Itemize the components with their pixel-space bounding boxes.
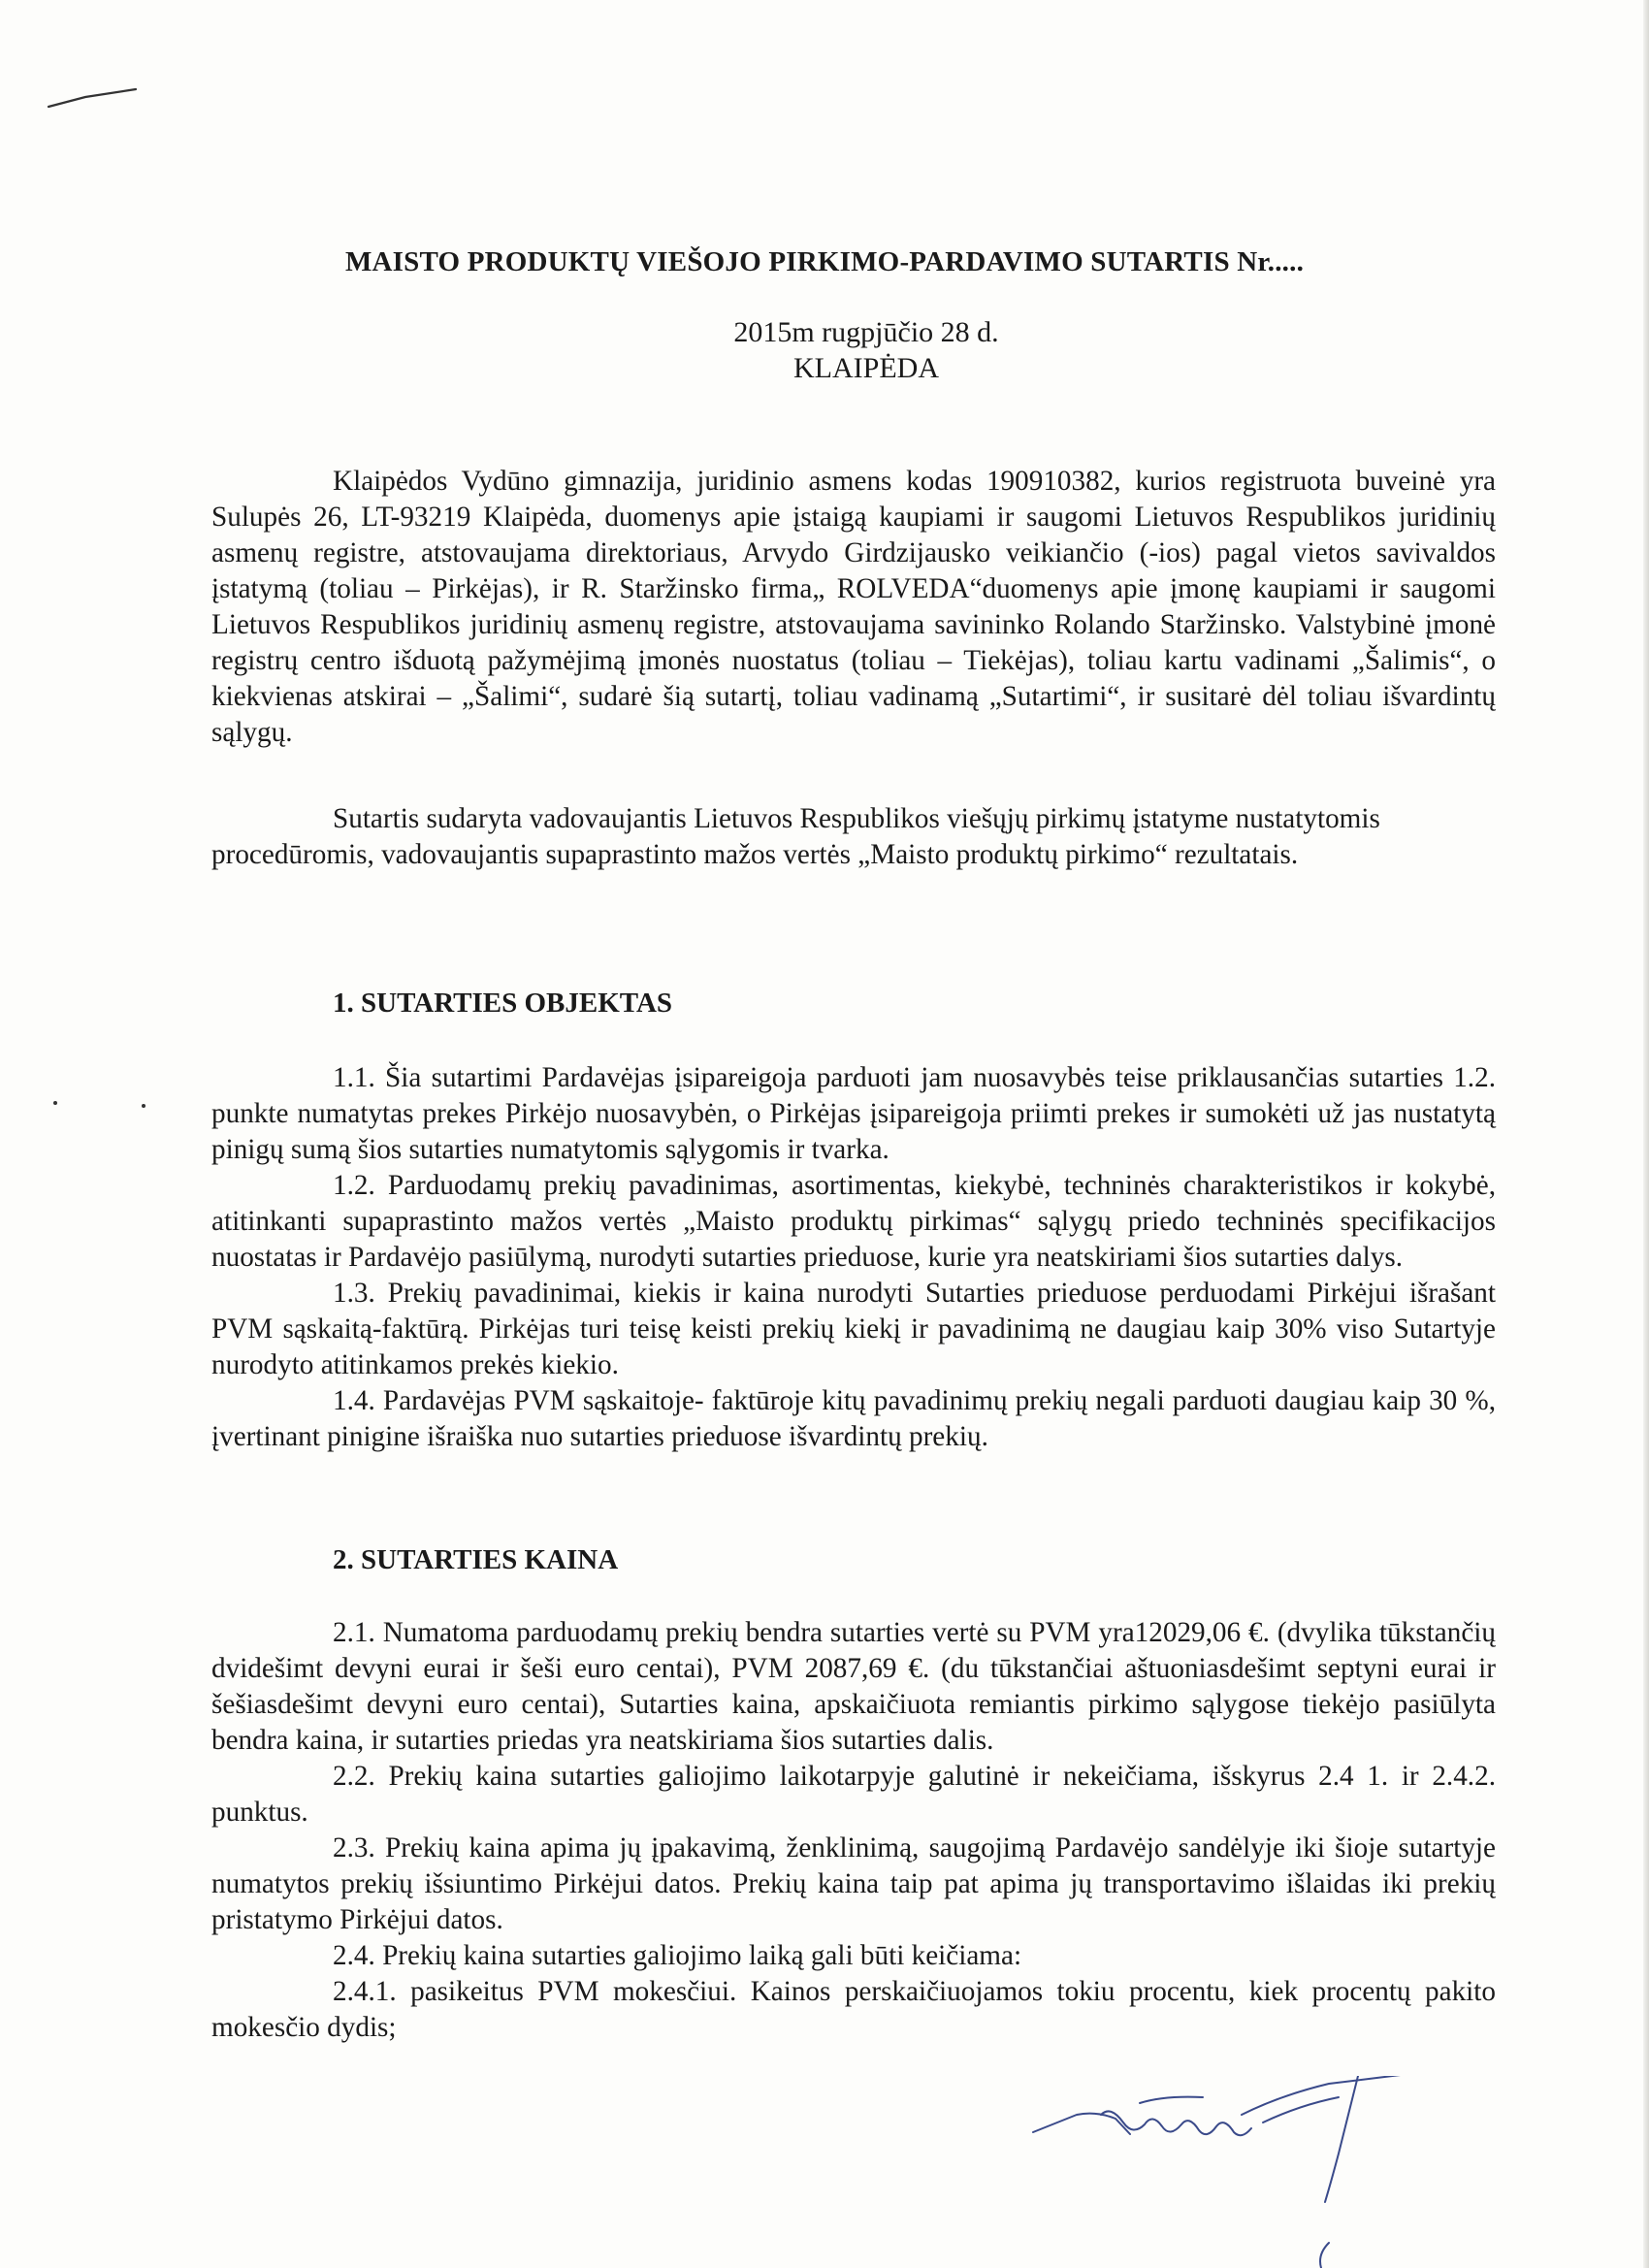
clause-2-1: 2.1. Numatoma parduodamų prekių bendra sutarties vertė su PVM yra12029,06 €. (dvylika tūkstančių dvidešimt devyni eurai ir šeši euro centai), PVM 2087,69 €. (du tūkstančiai aštuoniasdešimt septyni eurai ir šešiasdešimt devyni euro centai), Sutarties kaina, apskaičiuota remiantis pirkimo sąlygose tiekėjo pasiūlyta bendra kaina, ir sutarties priedas yra neatskiriama šios sutarties dalis. xyxy=(211,1617,1496,1756)
margin-dot xyxy=(142,1104,146,1108)
section2-body xyxy=(211,1615,1496,2046)
clause-1-4: 1.4. Pardavėjas PVM sąskaitoje- faktūroje kitų pavadinimų prekių negali parduoti daugiau kaip 30 %, įvertinant pinigine išraiška nuo sutarties prieduose išvardintų prekių. xyxy=(211,1385,1496,1452)
clause-2-4-1: 2.4.1. pasikeitus PVM mokesčiui. Kainos perskaičiuojamos tokiu procentu, kiek procentų pakito mokesčio dydis; xyxy=(211,1976,1496,2043)
intro-paragraph: Klaipėdos Vydūno gimnazija, juridinio asmens kodas 190910382, kurios registruota buveinė yra Sulupės 26, LT-93219 Klaipėda, duomenys apie įstaigą kaupiami ir saugomi Lietuvos Respublikos juridinių asmenų registre, atstovaujama direktoriaus, Arvydo Girdzijausko veikiančio (-ios) pagal vietos savivaldos įstatymą (toliau – Pirkėjas), ir R. Staržinsko firma„ ROLVEDA“duomenys apie įmonę kaupiami ir saugomi Lietuvos Respublikos juridinių asmenų registre, atstovaujama savininko Rolando Staržinsko. Valstybinė įmonė registrų centro išduotą pažymėjimą įmonės nuostatus (toliau – Tiekėjas), toliau kartu vadinami „Šalimis“, o kiekvienas atskirai – „Šalimi“, sudarė šią sutartį, toliau vadinamą „Sutartimi“, ir susitarė dėl toliau išvardintų sąlygų. xyxy=(211,466,1496,748)
clause-1-2: 1.2. Parduodamų prekių pavadinimas, asortimentas, kiekybė, techninės charakteristikos ir kokybė, atitinkanti supaprastinto mažos vertės „Maisto produktų pirkimas“ sąlygų priedo techninės specifikacijos nuostatas ir Pardavėjo pasiūlymą, nurodyti sutarties prieduose, kurie yra neatskiriami šios sutarties dalys. xyxy=(211,1170,1496,1273)
intro-section xyxy=(211,464,1496,751)
section1-body xyxy=(211,1060,1496,1455)
margin-dot xyxy=(53,1101,57,1105)
signature-image xyxy=(1009,2076,1494,2268)
document-title: MAISTO PRODUKTŲ VIEŠOJO PIRKIMO-PARDAVIMO SUTARTIS Nr..... xyxy=(344,246,1305,277)
clause-2-3: 2.3. Prekių kaina apima jų įpakavimą, ženklinimą, saugojimą Pardavėjo sandėlyje iki šioje sutartyje numatytos prekių išsiuntimo Pirkėjui datos. Prekių kaina taip pat apima jų transportavimo išlaidas iki prekių pristatymo Pirkėjui datos. xyxy=(211,1832,1496,1935)
pen-mark xyxy=(47,85,144,114)
document-city: KLAIPĖDA xyxy=(793,352,939,384)
clause-2-2: 2.2. Prekių kaina sutarties galiojimo laikotarpyje galutinė ir nekeičiama, išskyrus 2.4 1. ir 2.4.2. punktus. xyxy=(211,1761,1496,1828)
clause-2-4: 2.4. Prekių kaina sutarties galiojimo laiką gali būti keičiama: xyxy=(333,1940,1022,1971)
section2-heading: 2. SUTARTIES KAINA xyxy=(333,1544,619,1575)
clause-1-1: 1.1. Šia sutartimi Pardavėjas įsipareigoja parduoti jam nuosavybės teise priklausančias sutarties 1.2. punkte numatytas prekes Pirkėjo nuosavybėn, o Pirkėjas įsipareigoja priimti prekes ir sumokėti už jas nustatytą pinigų sumą šios sutarties numatytomis sąlygomis ir tvarka. xyxy=(211,1062,1496,1165)
document-date: 2015m rugpjūčio 28 d. xyxy=(733,316,999,348)
intro-section-2 xyxy=(211,801,1496,873)
clause-1-3: 1.3. Prekių pavadinimai, kiekis ir kaina nurodyti Sutarties prieduose perduodami Pirkėjui išrašant PVM sąskaitą-faktūrą. Pirkėjas turi teisę keisti prekių kiekį ir pavadinimą ne daugiau kaip 30% viso Sutartyje nurodyto atitinkamos prekės kiekio. xyxy=(211,1278,1496,1380)
intro-paragraph-2: Sutartis sudaryta vadovaujantis Lietuvos Respublikos viešųjų pirkimų įstatyme nustatytomis procedūromis, vadovaujantis supaprastinto mažos vertės „Maisto produktų pirkimo“ rezultatais. xyxy=(211,803,1380,870)
section1-heading: 1. SUTARTIES OBJEKTAS xyxy=(333,988,673,1019)
